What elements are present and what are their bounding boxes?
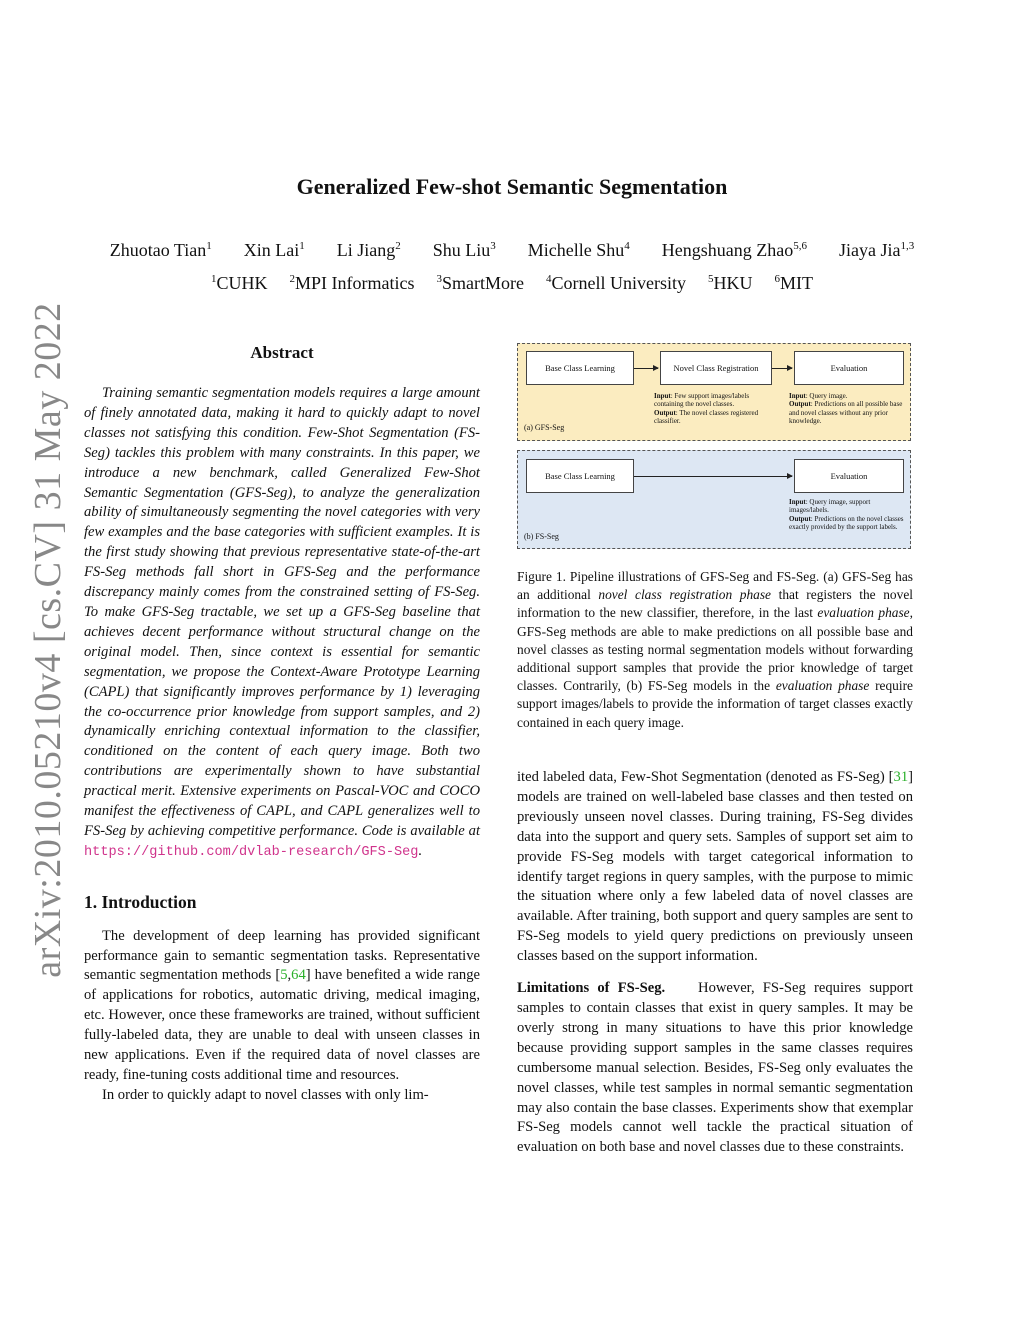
arxiv-identifier: arXiv:2010.05210v4 [cs.CV] 31 May 2022	[27, 302, 69, 978]
affiliation: $^6$MIT	[774, 273, 813, 293]
base-class-learning-box: Base Class Learning	[526, 459, 634, 493]
right-column	[517, 768, 913, 1158]
figure-caption: Figure 1. Pipeline illustrations of GFS-Seg and FS-Seg. (a) GFS-Seg has an additional novel class registration phase that registers the novel information to the new classifier, therefore, in the last evaluation phase, GFS-Seg methods are able to make predictions on all possible base and novel classes as testing normal segmentation models without forwarding additional support samples that provide the prior knowledge of target classes. Contrarily, (b) FS-Seg models in the evaluation phase require support images/labels to provide the information of target classes exactly contained in each query image.	[517, 569, 913, 730]
fs-seg-panel	[517, 450, 911, 549]
arrow-icon	[634, 476, 792, 477]
citation-link[interactable]: 5	[280, 967, 288, 984]
author-list	[60, 240, 964, 261]
figure-1-diagram	[517, 343, 911, 553]
panel-a-label: (a) GFS-Seg	[524, 423, 565, 432]
introduction-heading: 1. Introduction	[84, 891, 197, 912]
author: Michelle Shu$^4$	[527, 240, 630, 260]
author: Shu Liu$^3$	[432, 240, 496, 260]
author: Zhuotao Tian$^1$	[109, 240, 212, 260]
author: Xin Lai$^1$	[243, 240, 305, 260]
affiliation: $^4$Cornell University	[546, 273, 686, 293]
intro-paragraph-2: In order to quickly adapt to novel classes with only lim-	[102, 1086, 429, 1103]
affiliation: $^1$CUHK	[211, 273, 268, 293]
abstract-body: Training semantic segmentation models requires a large amount of finely annotated data, making it hard to quickly adapt to novel classes not satisfying this condition. Few-Shot Segmentation (FS-Seg) tackles this problem with many constraints. In this paper, we introduce a new benchmark, called Generalized Few-Shot Semantic Segmentation (GFS-Seg), to analyze the generalization ability of simultaneously segmenting the novel categories with very few examples and the base categories with sufficient examples. It is the first study showing that previous representative state-of-the-art FS-Seg methods fall short in GFS-Seg and the performance discrepancy mainly comes from the constrained setting of FS-Seg. To make GFS-Seg tractable, we set up a GFS-Seg baseline that achieves decent performance without structural change on the original model. Then, since context is essential for semantic segmentation, we propose the Context-Aware Prototype Learning (CAPL) that significantly improves performance by 1) leveraging the co-occurrence prior knowledge from support samples, and 2) dynamically enriching contextual information to the classifier, conditioned on the content of each query image. Both two contributions are experimentally shown to have substantial practical merit. Extensive experiments on Pascal-VOC and COCO manifest the effectiveness of CAPL, and CAPL generalizes well to FS-Seg by achieving competitive performance. Code is available at https://github.com/dvlab-research/GFS-Seg.	[84, 385, 480, 860]
affiliation: $^3$SmartMore	[436, 273, 524, 293]
registration-note: Input: Few support images/labels containing the novel classes. Output: The novel classes registered classifier.	[654, 392, 759, 426]
citation-link[interactable]: 64	[291, 967, 306, 984]
body-paragraph: ited labeled data, Few-Shot Segmentation (denoted as FS-Seg) [31] models are trained on well-labeled base classes and then tested on previously unseen novel classes. During training, FS-Seg divides data into the support and query sets. Samples of support set aim to provide FS-Seg models with target categorical information to identify target regions in query samples, with the purpose to mimic the situation where only a few labeled data of novel classes are available. After training, both support and query samples are sent to FS-Seg models to yield query predictions on previously unseen classes based on the support information.	[517, 769, 913, 965]
panel-b-label: (b) FS-Seg	[524, 532, 559, 541]
abstract-heading: Abstract	[250, 343, 314, 362]
arrow-icon	[772, 368, 792, 369]
citation-link[interactable]: 31	[893, 769, 909, 785]
evaluation-box: Evaluation	[794, 459, 904, 493]
intro-paragraph-1: The development of deep learning has provided significant performance gain to semantic segmentation tasks. Representative semantic segmentation methods [5,64] have benefited a wide range of applications for robotics, automatic driving, medical imaging, etc. However, once these frameworks are trained, without sufficient fully-labeled data, they are unable to deal with unseen classes in new applications. Even if the required data of novel classes are ready, fine-tuning costs additional time and resources.	[84, 927, 480, 1083]
author: Jiaya Jia$^{1,3}$	[839, 240, 915, 260]
limitations-paragraph: Limitations of FS-Seg. However, FS-Seg requires support samples to contain classes that exist in query samples. It may be overly strong in many situations to have this prior knowledge because providing support samples in the same classes requires cumbersome manual selection. Besides, FS-Seg only evaluates the novel classes, while test samples in normal semantic segmentation may also contain the base classes. Experiments show that exemplar FS-Seg models cannot well tackle the practical situation of evaluation on both base and novel classes due to these constraints.	[517, 980, 914, 1156]
code-link[interactable]: https://github.com/dvlab-research/GFS-Seg	[84, 844, 419, 860]
paper-title: Generalized Few-shot Semantic Segmentation	[296, 174, 728, 199]
left-column	[84, 384, 480, 1106]
affiliation-list	[60, 273, 964, 294]
novel-class-registration-box: Novel Class Registration	[660, 351, 772, 385]
affiliation: $^5$HKU	[707, 273, 753, 293]
base-class-learning-box: Base Class Learning	[526, 351, 634, 385]
affiliation: $^2$MPI Informatics	[289, 273, 415, 293]
evaluation-box: Evaluation	[794, 351, 904, 385]
author: Hengshuang Zhao$^{5,6}$	[661, 240, 807, 260]
limitations-heading: Limitations of FS-Seg.	[517, 980, 666, 997]
evaluation-note: Input: Query image, support images/labels. Output: Predictions on the novel classes exactly provided by the support labels.	[789, 498, 904, 532]
gfs-seg-panel	[517, 343, 911, 441]
arrow-icon	[634, 368, 658, 369]
evaluation-note: Input: Query image. Output: Predictions on all possible base and novel classes without any prior knowledge.	[789, 392, 903, 426]
author: Li Jiang$^2$	[336, 240, 401, 260]
